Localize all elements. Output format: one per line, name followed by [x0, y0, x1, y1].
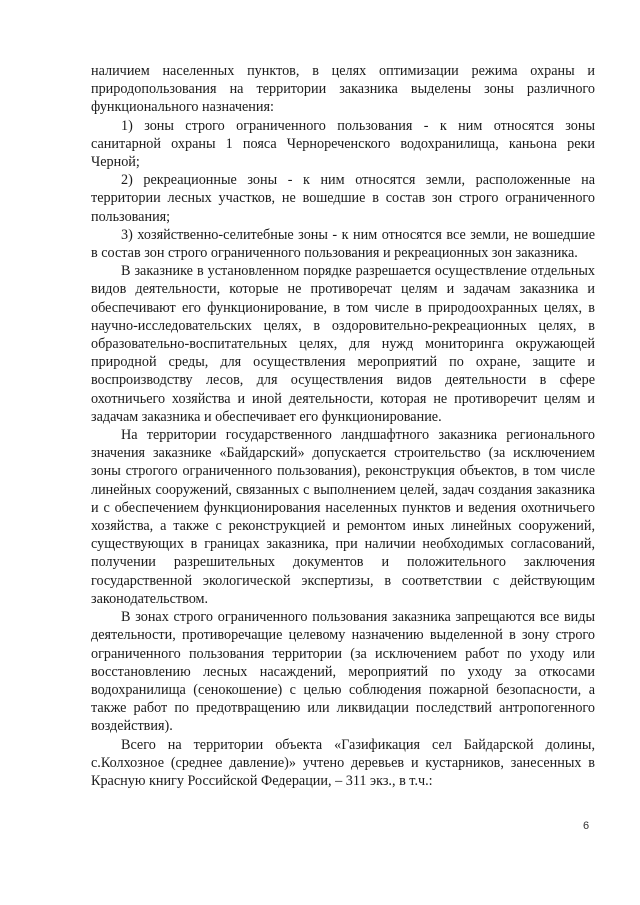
paragraph-zone-1: 1) зоны строго ограниченного пользования - к ним относятся зоны санитарной охраны 1 пояса Чернореченского водохранилища, каньона реки Черной;: [91, 117, 595, 171]
paragraph-red-book-count: Всего на территории объекта «Газификация сел Байдарской долины, с.Колхозное (среднее давление)» учтено деревьев и кустарников, занесенных в Красную книгу Российской Федерации, – 311 экз., в т.ч.:: [91, 736, 595, 789]
paragraph-zone-3: 3) хозяйственно-селитебные зоны - к ним относятся все земли, не вошедшие в состав зон строго ограниченного пользования и рекреационных зон заказника.: [91, 226, 595, 262]
paragraph-prohibitions: В зонах строго ограниченного пользования заказника запрещаются все виды деятельности, противоречащие целевому назначению выделенной в зону строго ограниченного пользования территории (за исключением работ по уходу или восстановлению лесных насаждений, мероприятий по уходу за откосами водохранилища (сенокошение) с целью соблюдения пожарной безопасности, а также работ по предотвращению или ликвидации последствий антропогенного воздействия).: [91, 609, 595, 735]
page-number: 6: [583, 820, 590, 832]
paragraph-intro: наличием населенных пунктов, в целях оптимизации режима охраны и природопользования на территории заказника выделены зоны различного функционального назначения:: [91, 63, 595, 116]
document-body: [91, 62, 595, 790]
paragraph-construction: На территории государственного ландшафтного заказника регионального значения заказнике «Байдарский» допускается строительство (за исключением зоны строгого ограниченного пользования), реконструкция объектов, в том числе линейных сооружений, связанных с выполнением целей, задач создания заказника и с обеспечением функционирования населенных пунктов и ведения охотничьего хозяйства, а также с реконструкцией и ремонтом иных линейных сооружений, существующих в границах заказника, при наличии необходимых согласований, получении разрешительных документов и положительного заключения государственной экологической экспертизы, в соответствии с действующим законодательством.: [91, 427, 595, 607]
paragraph-zone-2: 2) рекреационные зоны - к ним относятся земли, расположенные на территории лесных участков, не вошедшие в состав зон строго ограниченного пользования;: [91, 172, 595, 225]
paragraph-permitted-activities: В заказнике в установленном порядке разрешается осуществление отдельных видов деятельности, которые не противоречат целям и задачам заказника и обеспечивают его функционирование, в том числе в природоохранных целях, в научно-исследовательских целях, в оздоровительно-рекреационных целях, в образовательно-воспитательных целях, для нужд мониторинга окружающей природной среды, для осуществления мероприятий по охране, защите и воспроизводству лесов, для осуществления видов деятельности в сфере охотничьего хозяйства и иной деятельности, которая не противоречит целям и задачам заказника и обеспечивает его функционирование.: [91, 263, 595, 425]
